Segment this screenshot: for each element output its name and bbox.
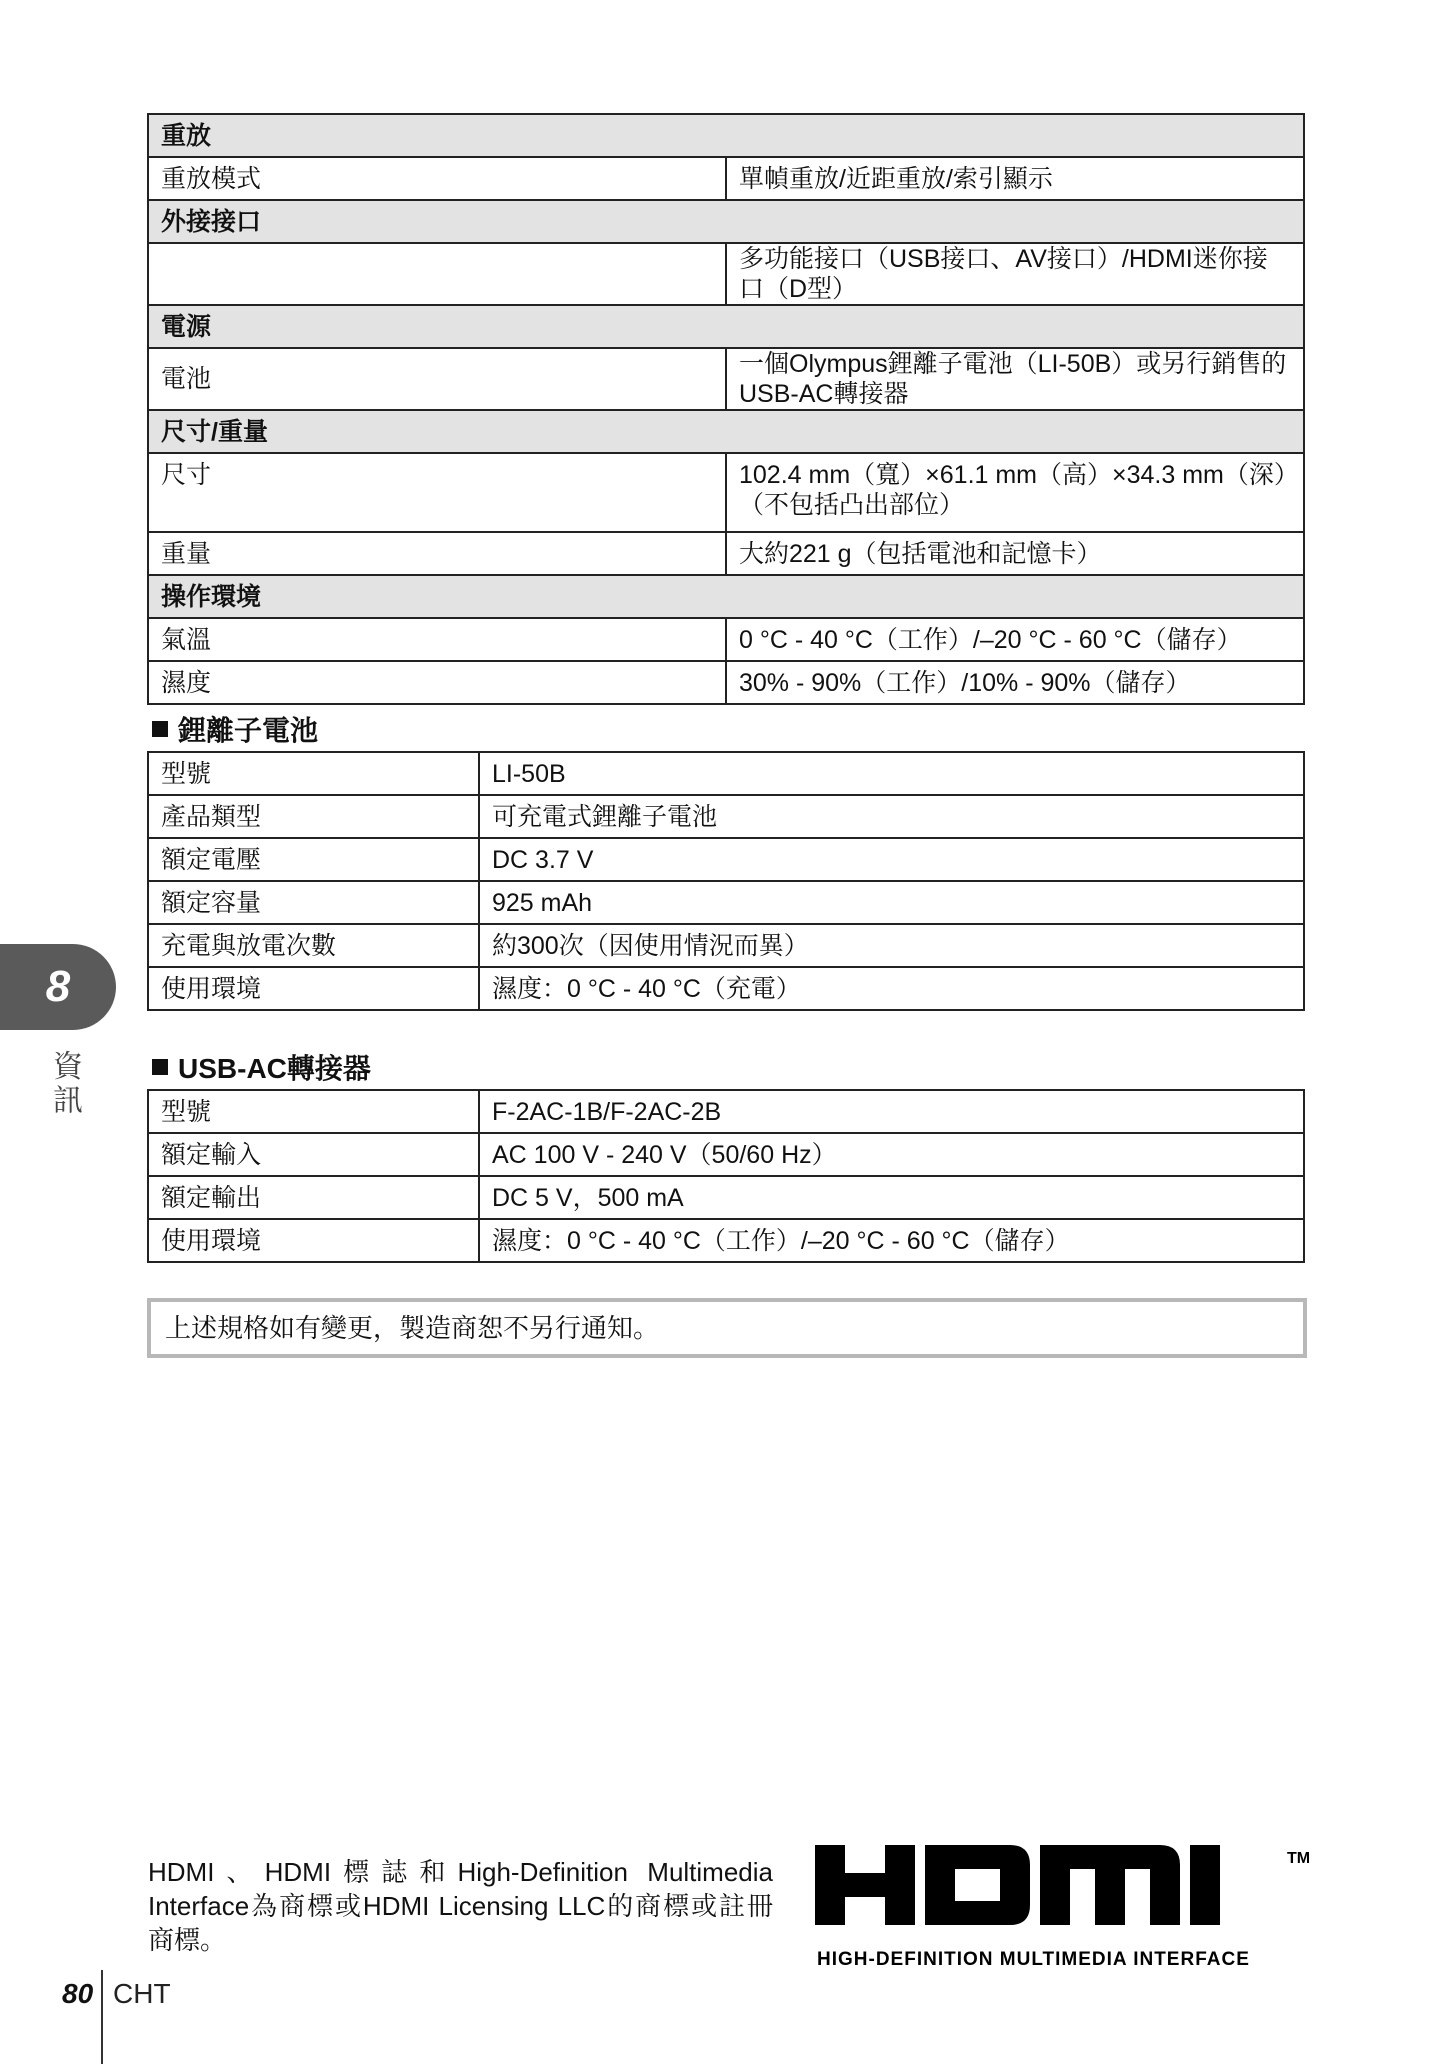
spec-row (148, 243, 1304, 305)
spec-row (148, 924, 1304, 967)
playback-spec-table (147, 113, 1305, 705)
spec-value: 一個Olympus鋰離子電池（LI-50B）或另行銷售的USB-AC轉接器 (726, 348, 1304, 410)
spec-value: 約300次（因使用情況而異） (479, 924, 1304, 967)
hdmi-tagline: HIGH-DEFINITION MULTIMEDIA INTERFACE (817, 1949, 1250, 1970)
chapter-label: 資訊 (48, 1050, 81, 1118)
spec-value (726, 453, 1304, 532)
spec-row (148, 795, 1304, 838)
spec-value-note: （不包括凸出部位） (739, 491, 965, 519)
battery-spec-table (147, 751, 1305, 1011)
spec-row (148, 967, 1304, 1010)
page-number: 80 (62, 1978, 94, 2009)
spec-change-notice: 上述規格如有變更，製造商恕不另行通知。 (147, 1298, 1307, 1358)
spec-value: 濕度：0 °C - 40 °C（工作）/–20 °C - 60 °C（儲存） (479, 1219, 1304, 1262)
section-header: 操作環境 (148, 575, 1304, 618)
chapter-tab (0, 944, 116, 1030)
chapter-number: 8 (45, 962, 71, 1011)
spec-row (148, 1090, 1304, 1133)
spec-row (148, 752, 1304, 795)
spec-label: 充電與放電次數 (148, 924, 479, 967)
hdmi-tm: TM (1287, 1850, 1311, 1867)
spec-value: 濕度：0 °C - 40 °C（充電） (479, 967, 1304, 1010)
spec-value: LI-50B (479, 752, 1304, 795)
spec-row (148, 1219, 1304, 1262)
spec-value: 單幀重放/近距重放/索引顯示 (726, 157, 1304, 200)
square-bullet-icon (152, 721, 168, 737)
spec-row (148, 1176, 1304, 1219)
spec-label: 濕度 (148, 661, 726, 704)
spec-row (148, 348, 1304, 410)
section-header-row (148, 114, 1304, 157)
spec-row (148, 881, 1304, 924)
spec-label: 額定輸入 (148, 1133, 479, 1176)
section-header: 電源 (148, 305, 1304, 348)
section-header: 外接接口 (148, 200, 1304, 243)
spec-value: 925 mAh (479, 881, 1304, 924)
spec-label: 使用環境 (148, 967, 479, 1010)
spec-label: 額定容量 (148, 881, 479, 924)
spec-value: 0 °C - 40 °C（工作）/–20 °C - 60 °C（儲存） (726, 618, 1304, 661)
spec-value: 大約221 g（包括電池和記憶卡） (726, 532, 1304, 575)
spec-label: 重放模式 (148, 157, 726, 200)
hdmi-trademark-note: HDMI、HDMI標誌和High-Definition Multimedia Interface為商標或HDMI Licensing LLC的商標或註冊商標。 (148, 1857, 773, 1955)
section-header-row (148, 410, 1304, 453)
spec-row (148, 838, 1304, 881)
adapter-heading-text: USB-AC轉接器 (178, 1053, 371, 1084)
spec-row (148, 532, 1304, 575)
spec-row (148, 618, 1304, 661)
adapter-spec-table (147, 1089, 1305, 1263)
battery-heading (152, 709, 318, 749)
spec-label: 型號 (148, 752, 479, 795)
spec-value: AC 100 V - 240 V（50/60 Hz） (479, 1133, 1304, 1176)
spec-value: 可充電式鋰離子電池 (479, 795, 1304, 838)
section-header-row (148, 305, 1304, 348)
spec-label: 使用環境 (148, 1219, 479, 1262)
spec-label: 產品類型 (148, 795, 479, 838)
spec-value: F-2AC-1B/F-2AC-2B (479, 1090, 1304, 1133)
adapter-heading (152, 1047, 371, 1087)
spec-value: DC 3.7 V (479, 838, 1304, 881)
spec-value: 30% - 90%（工作）/10% - 90%（儲存） (726, 661, 1304, 704)
spec-label: 尺寸 (148, 453, 726, 532)
spec-value-line: 102.4 mm（寬）×61.1 mm（高）×34.3 mm（深） (739, 461, 1299, 489)
square-bullet-icon (152, 1059, 168, 1075)
section-header: 重放 (148, 114, 1304, 157)
spec-label: 型號 (148, 1090, 479, 1133)
spec-label (148, 243, 726, 305)
section-header-row (148, 575, 1304, 618)
spec-value: DC 5 V，500 mA (479, 1176, 1304, 1219)
language-code: CHT (113, 1978, 171, 2009)
footer-divider (101, 1970, 103, 2064)
hdmi-logo (815, 1845, 1315, 1975)
spec-label: 額定輸出 (148, 1176, 479, 1219)
spec-row (148, 661, 1304, 704)
spec-row (148, 157, 1304, 200)
spec-value: 多功能接口（USB接口、AV接口）/HDMI迷你接口（D型） (726, 243, 1304, 305)
battery-heading-text: 鋰離子電池 (178, 715, 319, 746)
section-header-row (148, 200, 1304, 243)
section-header: 尺寸/重量 (148, 410, 1304, 453)
spec-label: 氣溫 (148, 618, 726, 661)
spec-row (148, 453, 1304, 532)
spec-row (148, 1133, 1304, 1176)
spec-label: 額定電壓 (148, 838, 479, 881)
spec-label: 電池 (148, 348, 726, 410)
spec-label: 重量 (148, 532, 726, 575)
